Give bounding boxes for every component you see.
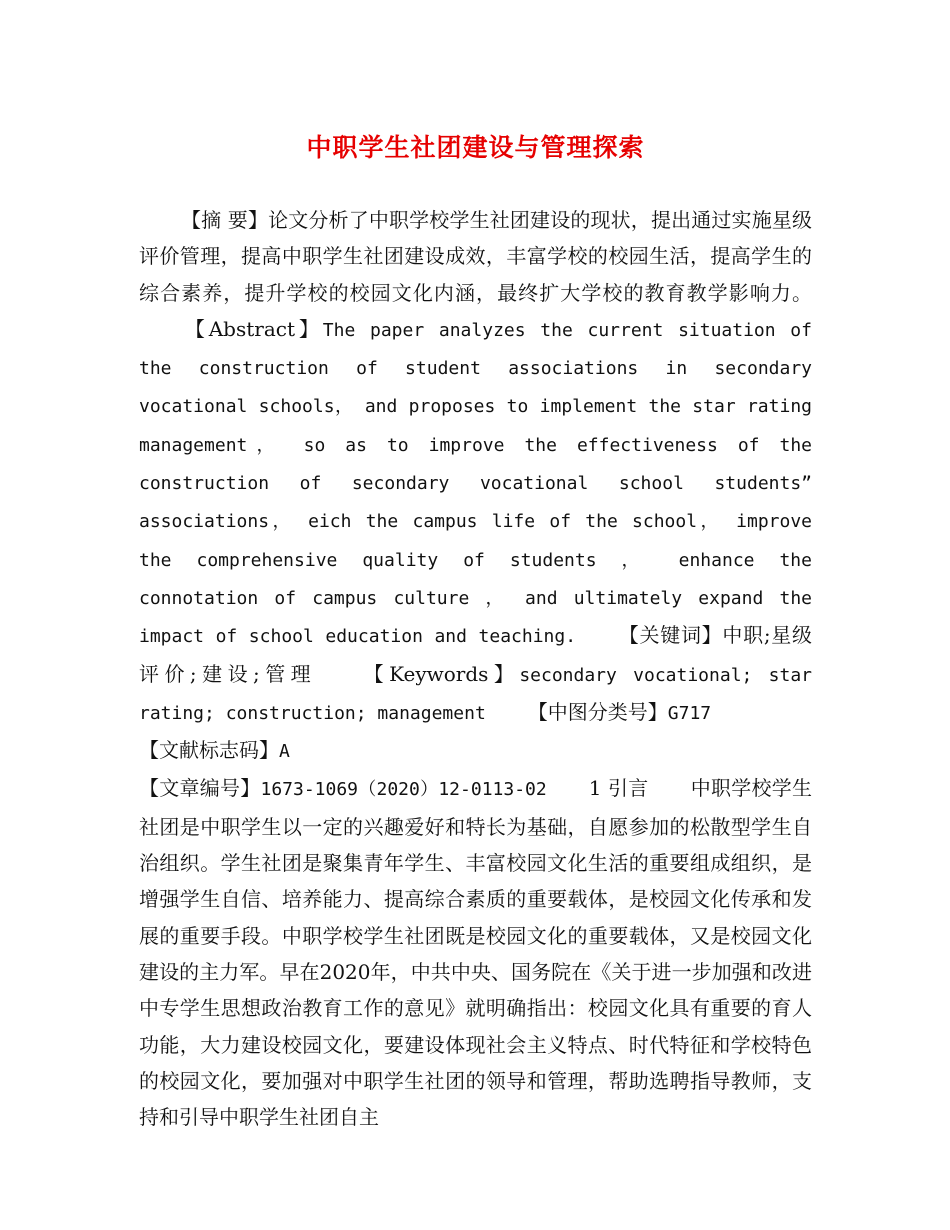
intro-text: 中职学校学生社团是中职学生以一定的兴趣爱好和特长为基础，自愿参加的松散型学生自治组织。学生社团是聚集青年学生、丰富校园文化生活的重要组成组织，是增强学生自信、培养能力、提高综合素质的重要载体，是校园文化传承和发展的重要手段。中职学校学生社团既是校园文化的重要载体，又是校园文化建设的主力军。早在2020年，中共中央、国务院在《关于进一步加强和改进中专学生思想政治教育工作的意见》就明确指出：校园文化具有重要的育人功能，大力建设校园文化，要建设体现社会主义特点、时代特征和学校特色的校园文化，要加强对中职学生社团的领导和管理，帮助选聘指导教师，支持和引导中职学生社团自主	[139, 776, 813, 1130]
abstract-en-text: The paper analyzes the current situation of the construction of student associations in secondary vocational schools， and proposes to implement the star rating management， so as to improve the effectiveness of the construction of secondary vocational school students” associations， eich the campus life of the school， improve the comprehensive quality of students ， enhance the connotation of campus culture ， and ultimately expand the impact of school education and teaching.	[139, 319, 812, 648]
keywords-en-label: 【Keywords】	[358, 661, 520, 686]
abstract-paragraph	[139, 202, 812, 732]
article-no-label: 【文章编号】	[139, 776, 261, 801]
document-title: 中职学生社团建设与管理探索	[306, 133, 645, 162]
clc-label: 【中图分类号】	[527, 699, 668, 724]
document-page	[139, 128, 812, 1135]
abstract-en-label: 【Abstract】	[181, 316, 323, 341]
abstract-zh-text: 论文分析了中职学校学生社团建设的现状，提出通过实施星级评价管理，提高中职学生社团建设成效，丰富学校的校园生活，提高学生的综合素养，提升学校的校园文化内涵，最终扩大学校的教育教学影响力。	[139, 208, 813, 305]
doc-code-value: A	[279, 741, 290, 763]
keywords-zh-text: 中职;星级评价;建设;管理	[139, 623, 812, 686]
clc-value: G717	[667, 702, 712, 724]
keywords-en-text: secondary vocational; star rating; construction; management	[139, 664, 813, 724]
article-no-value: 1673-1069（2020）12-0113-02	[260, 779, 547, 801]
doc-code-label: 【文献标志码】	[139, 738, 279, 763]
intro-paragraph	[139, 770, 812, 1135]
doc-code-line	[139, 732, 812, 770]
abstract-label: 【摘 要】	[181, 208, 269, 232]
section-heading: 1 引言	[588, 776, 649, 801]
keywords-label: 【关键词】	[618, 623, 723, 648]
